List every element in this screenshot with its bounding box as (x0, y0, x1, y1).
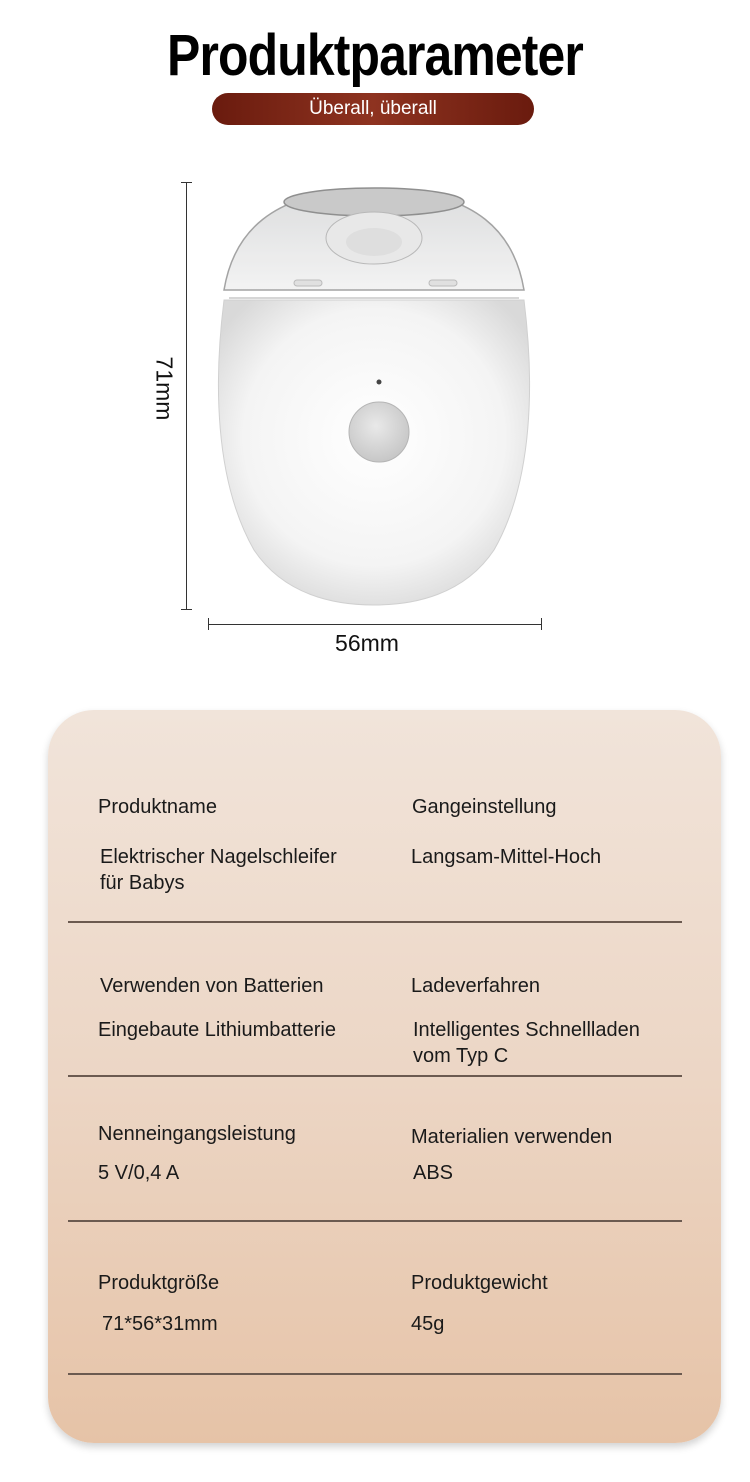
width-dimension-cap-right (541, 618, 542, 630)
spec-label-gangeinstellung: Gangeinstellung (412, 796, 557, 818)
row-divider (68, 1220, 682, 1222)
height-dimension-cap-top (181, 182, 192, 183)
spec-value-produktgroesse: 71*56*31mm (102, 1313, 218, 1335)
spec-value-gangeinstellung: Langsam-Mittel-Hoch (411, 846, 602, 868)
spec-label-produktgewicht: Produktgewicht (411, 1272, 548, 1294)
height-dimension-label: 71mm (151, 356, 178, 421)
page-title: Produktparameter (167, 23, 583, 88)
height-dimension-cap-bottom (181, 609, 192, 610)
spec-label-produktname: Produktname (98, 796, 217, 818)
spec-label-batterien: Verwenden von Batterien (100, 975, 324, 997)
spec-label-materialien: Materialien verwenden (411, 1126, 613, 1148)
width-dimension-line (208, 624, 542, 625)
height-dimension-line (186, 182, 187, 610)
indicator-light-icon (377, 380, 382, 385)
subtitle-badge: Überall, überall (212, 93, 534, 125)
power-button (349, 402, 409, 462)
spec-label-ladeverfahren: Ladeverfahren (411, 975, 540, 997)
row-divider (68, 1075, 682, 1077)
width-dimension-cap-left (208, 618, 209, 630)
spec-label-leistung: Nenneingangsleistung (98, 1123, 296, 1145)
spec-label-produktgroesse: Produktgröße (98, 1272, 220, 1294)
width-dimension-label: 56mm (335, 630, 399, 656)
spec-value-materialien: ABS (413, 1162, 454, 1184)
row-divider (68, 921, 682, 923)
spec-value-leistung: 5 V/0,4 A (98, 1162, 180, 1184)
spec-value-produktgewicht: 45g (411, 1313, 445, 1335)
nail-grinder-image (204, 180, 544, 610)
product-illustration (140, 170, 580, 670)
spec-value-produktname: Elektrischer Nagelschleifer für Babys (100, 846, 337, 894)
row-divider (68, 1373, 682, 1375)
spec-value-ladeverfahren: Intelligentes Schnellladen vom Typ C (413, 1019, 640, 1067)
spec-value-batterien: Eingebaute Lithiumbatterie (98, 1019, 336, 1041)
